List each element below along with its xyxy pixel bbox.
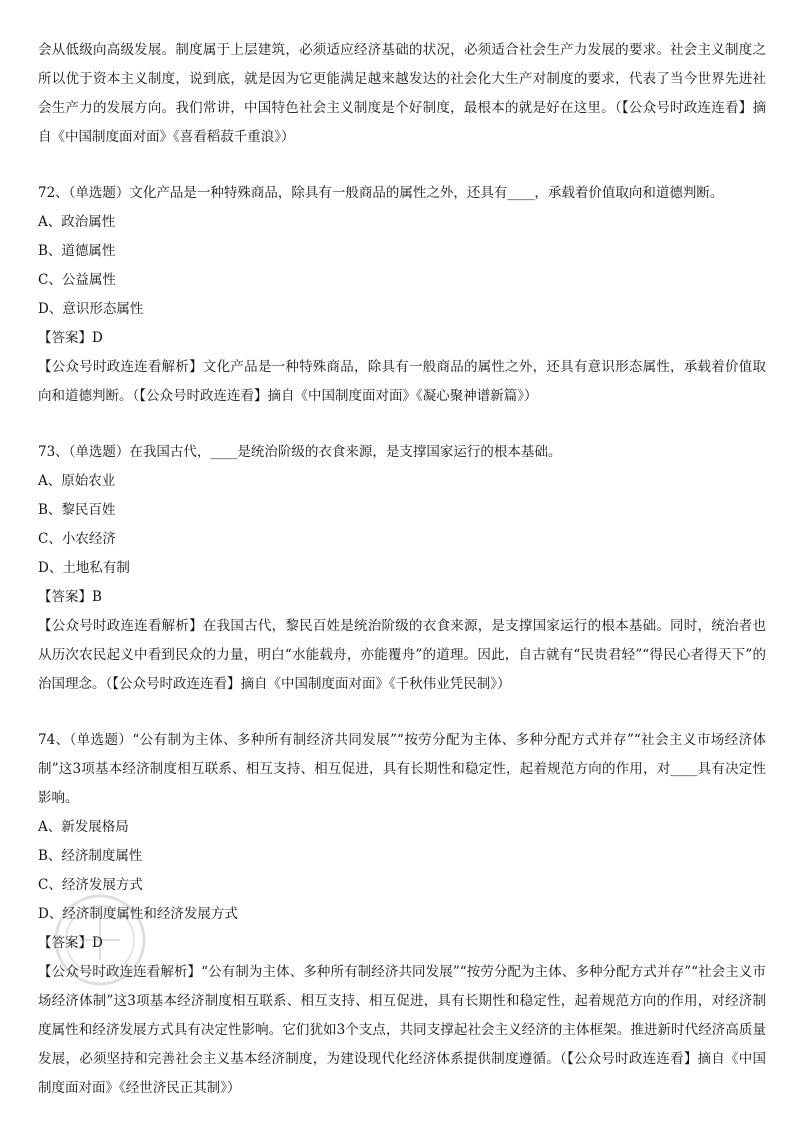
spacer <box>38 699 766 726</box>
option-d: D、经济制度属性和经济发展方式 <box>38 906 238 922</box>
option-c: C、公益属性 <box>38 272 116 288</box>
analysis: 【公众号时政连连看解析】文化产品是一种特殊商品，除具有一般商品的属性之外，还具有意识形态属性，承载着价值取向和道德判断。（【公众号时政连连看】摘自《中国制度面对面》《凝心聚神谱新篇》） <box>38 359 766 404</box>
option-b: B、经济制度属性 <box>38 848 143 864</box>
option-d: D、土地私有制 <box>38 560 130 576</box>
question-block-73 <box>38 438 766 699</box>
analysis: 【公众号时政连连看解析】“公有制为主体、多种所有制经济共同发展”“按劳分配为主体、多种分配方式并存”“社会主义市场经济体制”这3项基本经济制度相互联系、相互支持、相互促进，具有长期性和稳定性，起着规范方向的作用，对经济制度属性和经济发展方式具有决定性影响。它们犹如3个支点，共同支撑起社会主义经济的主体框架。推进新时代经济高质量发展，必须坚持和完善社会主义基本经济制度，为建设现代化经济体系提供制度遵循。（【公众号时政连连看】摘自《中国制度面对面》《经世济民正其制》） <box>38 964 766 1096</box>
answer: 【答案】D <box>38 330 103 346</box>
question-header: 74、（单选题）“公有制为主体、多种所有制经济共同发展”“按劳分配为主体、多种分配方式并存”“社会主义市场经济体制”这3项基本经济制度相互联系、相互支持、相互促进，具有长期性和稳定性，起着规范方向的作用，对____具有决定性影响。 <box>38 732 766 806</box>
option-c: C、小农经济 <box>38 531 116 547</box>
spacer <box>38 411 766 438</box>
option-d: D、意识形态属性 <box>38 301 144 317</box>
question-block-74 <box>38 726 766 1103</box>
answer: 【答案】B <box>38 589 102 605</box>
question-header: 72、（单选题）文化产品是一种特殊商品，除具有一般商品的属性之外，还具有____，承载着价值取向和道德判断。 <box>38 185 724 201</box>
option-a: A、政治属性 <box>38 214 116 230</box>
spacer <box>38 152 766 179</box>
option-c: C、经济发展方式 <box>38 877 143 893</box>
option-a: A、新发展格局 <box>38 819 129 835</box>
option-b: B、道德属性 <box>38 243 116 259</box>
option-a: A、原始农业 <box>38 473 116 489</box>
option-b: B、黎民百姓 <box>38 502 116 518</box>
intro-paragraph: 会从低级向高级发展。制度属于上层建筑，必须适应经济基础的状况，必须适合社会生产力发展的要求。社会主义制度之所以优于资本主义制度，说到底，就是因为它更能满足越来越发达的社会化大生产对制度的要求，代表了当今世界先进社会生产力的发展方向。我们常讲，中国特色社会主义制度是个好制度，最根本的就是好在这里。（【公众号时政连连看】摘自《中国制度面对面》《喜看稻菽千重浪》） <box>38 42 766 145</box>
question-block-72 <box>38 179 766 411</box>
analysis: 【公众号时政连连看解析】在我国古代，黎民百姓是统治阶级的衣食来源，是支撑国家运行的根本基础。同时，统治者也从历次农民起义中看到民众的力量，明白“水能载舟，亦能覆舟”的道理。因此，自古就有“民贵君轻”“得民心者得天下”的治国理念。（【公众号时政连连看】摘自《中国制度面对面》《千秋伟业凭民制》） <box>38 618 766 692</box>
question-header: 73、（单选题）在我国古代，____是统治阶级的衣食来源，是支撑国家运行的根本基础。 <box>38 444 562 460</box>
document-page <box>38 36 766 1103</box>
answer: 【答案】D <box>38 935 103 951</box>
